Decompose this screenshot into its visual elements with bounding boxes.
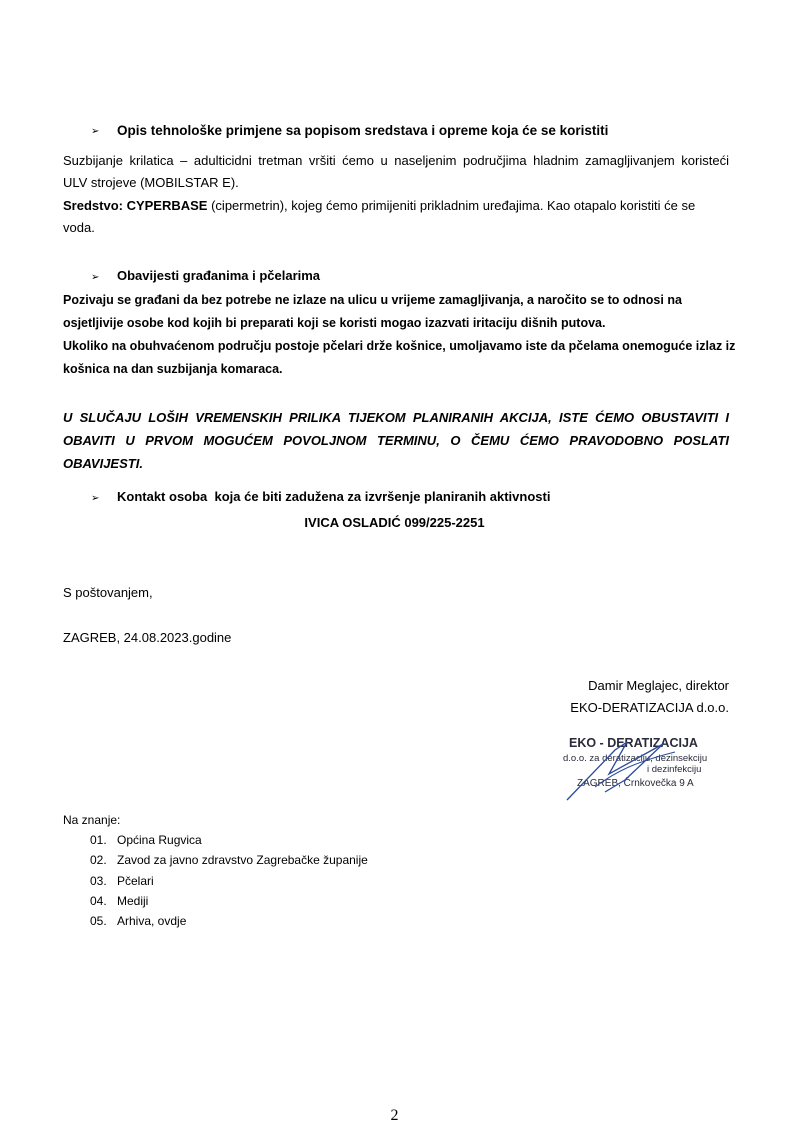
company-stamp xyxy=(555,732,735,802)
bullet-icon: ➢ xyxy=(91,272,100,283)
list-item-number: 02. xyxy=(90,853,107,867)
distribution-title: Na znanje: xyxy=(63,813,121,827)
notice-line: osjetljivije osobe kod kojih bi preparati koji se koristi mogao izazvati iritaciju dišnih putova. xyxy=(63,316,606,330)
list-item: Arhiva, ovdje xyxy=(117,914,187,928)
agent-description: (cipermetrin), kojeg ćemo primijeniti prikladnim uređajima. Kao otapalo koristiti će se xyxy=(207,198,696,213)
list-item: Zavod za javno zdravstvo Zagrebačke županije xyxy=(117,853,368,867)
warning-line: OBAVIJESTI. xyxy=(63,456,143,471)
list-item-number: 04. xyxy=(90,894,107,908)
list-item-number: 01. xyxy=(90,833,107,847)
paragraph-line: ULV strojeve (MOBILSTAR E). xyxy=(63,175,239,190)
paragraph-line: voda. xyxy=(63,220,95,235)
notice-line: košnica na dan suzbijanja komaraca. xyxy=(63,362,283,376)
stamp-line: ZAGREB, Črnkovečka 9 A xyxy=(577,778,694,789)
section-heading-notice: Obavijesti građanima i pčelarima xyxy=(117,268,321,283)
stamp-line: i dezinfekciju xyxy=(647,764,702,775)
stamp-line: EKO - DERATIZACIJA xyxy=(569,736,698,750)
warning-line: U SLUČAJU LOŠIH VREMENSKIH PRILIKA TIJEKOM PLANIRANIH AKCIJA, ISTE ĆEMO OBUSTAVITI I xyxy=(63,410,729,425)
place-date: ZAGREB, 24.08.2023.godine xyxy=(63,630,232,645)
list-item-number: 03. xyxy=(90,874,107,888)
notice-line: Pozivaju se građani da bez potrebe ne izlaze na ulicu u vrijeme zamagljivanja, a naročito se to odnosi na xyxy=(63,293,682,307)
list-item: Mediji xyxy=(117,894,149,908)
section-heading-contact: Kontakt osoba koja će biti zadužena za izvršenje planiranih aktivnosti xyxy=(117,489,551,504)
signature-scribble-icon xyxy=(555,732,735,807)
section-heading-technology: Opis tehnološke primjene sa popisom sredstava i opreme koja će se koristiti xyxy=(117,123,609,138)
list-item: Pčelari xyxy=(117,874,154,888)
contact-person: IVICA OSLADIĆ 099/225-2251 xyxy=(304,515,485,530)
page-number: 2 xyxy=(390,1107,399,1124)
paragraph-line: Suzbijanje krilatica – adulticidni tretman vršiti ćemo u naseljenim područjima hladnim zamagljivanjem koristeći xyxy=(63,153,729,168)
agent-line xyxy=(63,195,695,217)
list-item: Općina Rugvica xyxy=(117,833,202,847)
stamp-line: d.o.o. za deratizaciju, dezinsekciju xyxy=(563,753,708,764)
bullet-icon: ➢ xyxy=(91,126,100,137)
warning-line: OBAVITI U PRVOM MOGUĆEM POVOLJNOM TERMINU, O ČEMU ĆEMO PRAVODOBNO POSLATI xyxy=(63,433,729,448)
list-item-number: 05. xyxy=(90,914,107,928)
signatory-name: Damir Meglajec, direktor xyxy=(588,678,729,693)
agent-label: Sredstvo: CYPERBASE xyxy=(63,198,208,213)
bullet-icon: ➢ xyxy=(91,493,100,504)
regards: S poštovanjem, xyxy=(63,585,153,600)
notice-line: Ukoliko na obuhvaćenom području postoje pčelari drže košnice, umoljavamo iste da pčelama onemoguće izlaz iz xyxy=(63,339,736,353)
signatory-company: EKO-DERATIZACIJA d.o.o. xyxy=(570,700,729,715)
